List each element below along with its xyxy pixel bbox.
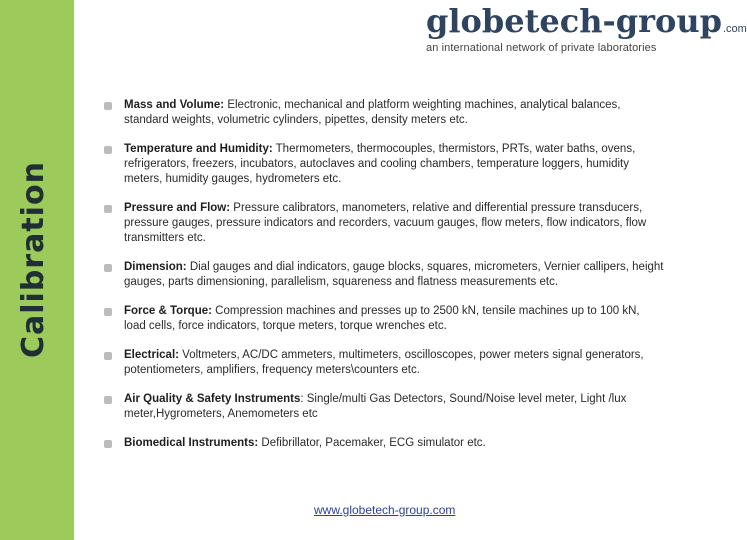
item-text: Voltmeters, AC/DC ammeters, multimeters, oscilloscopes, power meters signal generators, potentiometers, amplifiers, frequency meters\counters etc. xyxy=(124,349,644,376)
spacer xyxy=(104,187,664,201)
logo-main-text: globetech-group xyxy=(426,2,722,40)
item-text: : Single/multi Gas Detectors, Sound/Noise level meter, Light /lux meter,Hygrometers, Anemometers etc xyxy=(124,393,627,420)
list-item xyxy=(104,98,664,128)
item-category: Force & Torque: xyxy=(124,305,212,317)
list-item xyxy=(104,392,664,422)
sidebar-title: Calibration xyxy=(16,161,51,358)
spacer xyxy=(104,290,664,304)
calibration-list xyxy=(104,98,664,451)
list-item xyxy=(104,436,664,451)
item-category: Mass and Volume: xyxy=(124,99,225,111)
list-item xyxy=(104,201,664,246)
item-category: Temperature and Humidity: xyxy=(124,143,273,155)
logo-tld-text: .com xyxy=(723,23,747,35)
item-category: Pressure and Flow: xyxy=(124,202,231,214)
item-category: Air Quality & Safety Instruments xyxy=(124,393,301,405)
list-item xyxy=(104,304,664,334)
item-text: Compression machines and presses up to 2500 kN, tensile machines up to 100 kN, load cells, force indicators, torque meters, torque wrenches etc. xyxy=(124,305,640,332)
item-text: Pressure calibrators, manometers, relative and differential pressure transducers, pressure gauges, pressure indicators and recorders, vacuum gauges, flow meters, flow indicators, flow transmitters etc. xyxy=(124,202,647,244)
bullet-icon xyxy=(104,146,112,154)
spacer xyxy=(104,246,664,260)
item-text: Defibrillator, Pacemaker, ECG simulator etc. xyxy=(258,437,486,449)
spacer xyxy=(104,128,664,142)
bullet-icon xyxy=(104,396,112,404)
item-text: Electronic, mechanical and platform weighting machines, analytical balances, standard weights, volumetric cylinders, pipettes, density meters etc. xyxy=(124,99,621,126)
item-text: Dial gauges and dial indicators, gauge blocks, squares, micrometers, Vernier callipers, height gauges, parts dimensioning, parallelism, squareness and flatness measurements etc. xyxy=(124,261,664,288)
bullet-icon xyxy=(104,205,112,213)
sidebar-band xyxy=(0,0,74,540)
list-item xyxy=(104,142,664,187)
item-category: Biomedical Instruments: xyxy=(124,437,259,449)
list-item xyxy=(104,348,664,378)
bullet-icon xyxy=(104,440,112,448)
item-text: Thermometers, thermocouples, thermistors, PRTs, water baths, ovens, refrigerators, freezers, incubators, autoclaves and cooling chambers, temperature loggers, humidity meters, humidity gauges, hydrometers etc. xyxy=(124,143,636,185)
bullet-icon xyxy=(104,352,112,360)
spacer xyxy=(104,422,664,436)
logo-tagline: an international network of private laboratories xyxy=(426,42,657,54)
company-logo xyxy=(426,2,747,42)
bullet-icon xyxy=(104,264,112,272)
spacer xyxy=(104,334,664,348)
website-link[interactable]: www.globetech-group.com xyxy=(314,503,456,517)
item-category: Dimension: xyxy=(124,261,187,273)
bullet-icon xyxy=(104,308,112,316)
spacer xyxy=(104,378,664,392)
item-category: Electrical: xyxy=(124,349,179,361)
bullet-icon xyxy=(104,102,112,110)
list-item xyxy=(104,260,664,290)
